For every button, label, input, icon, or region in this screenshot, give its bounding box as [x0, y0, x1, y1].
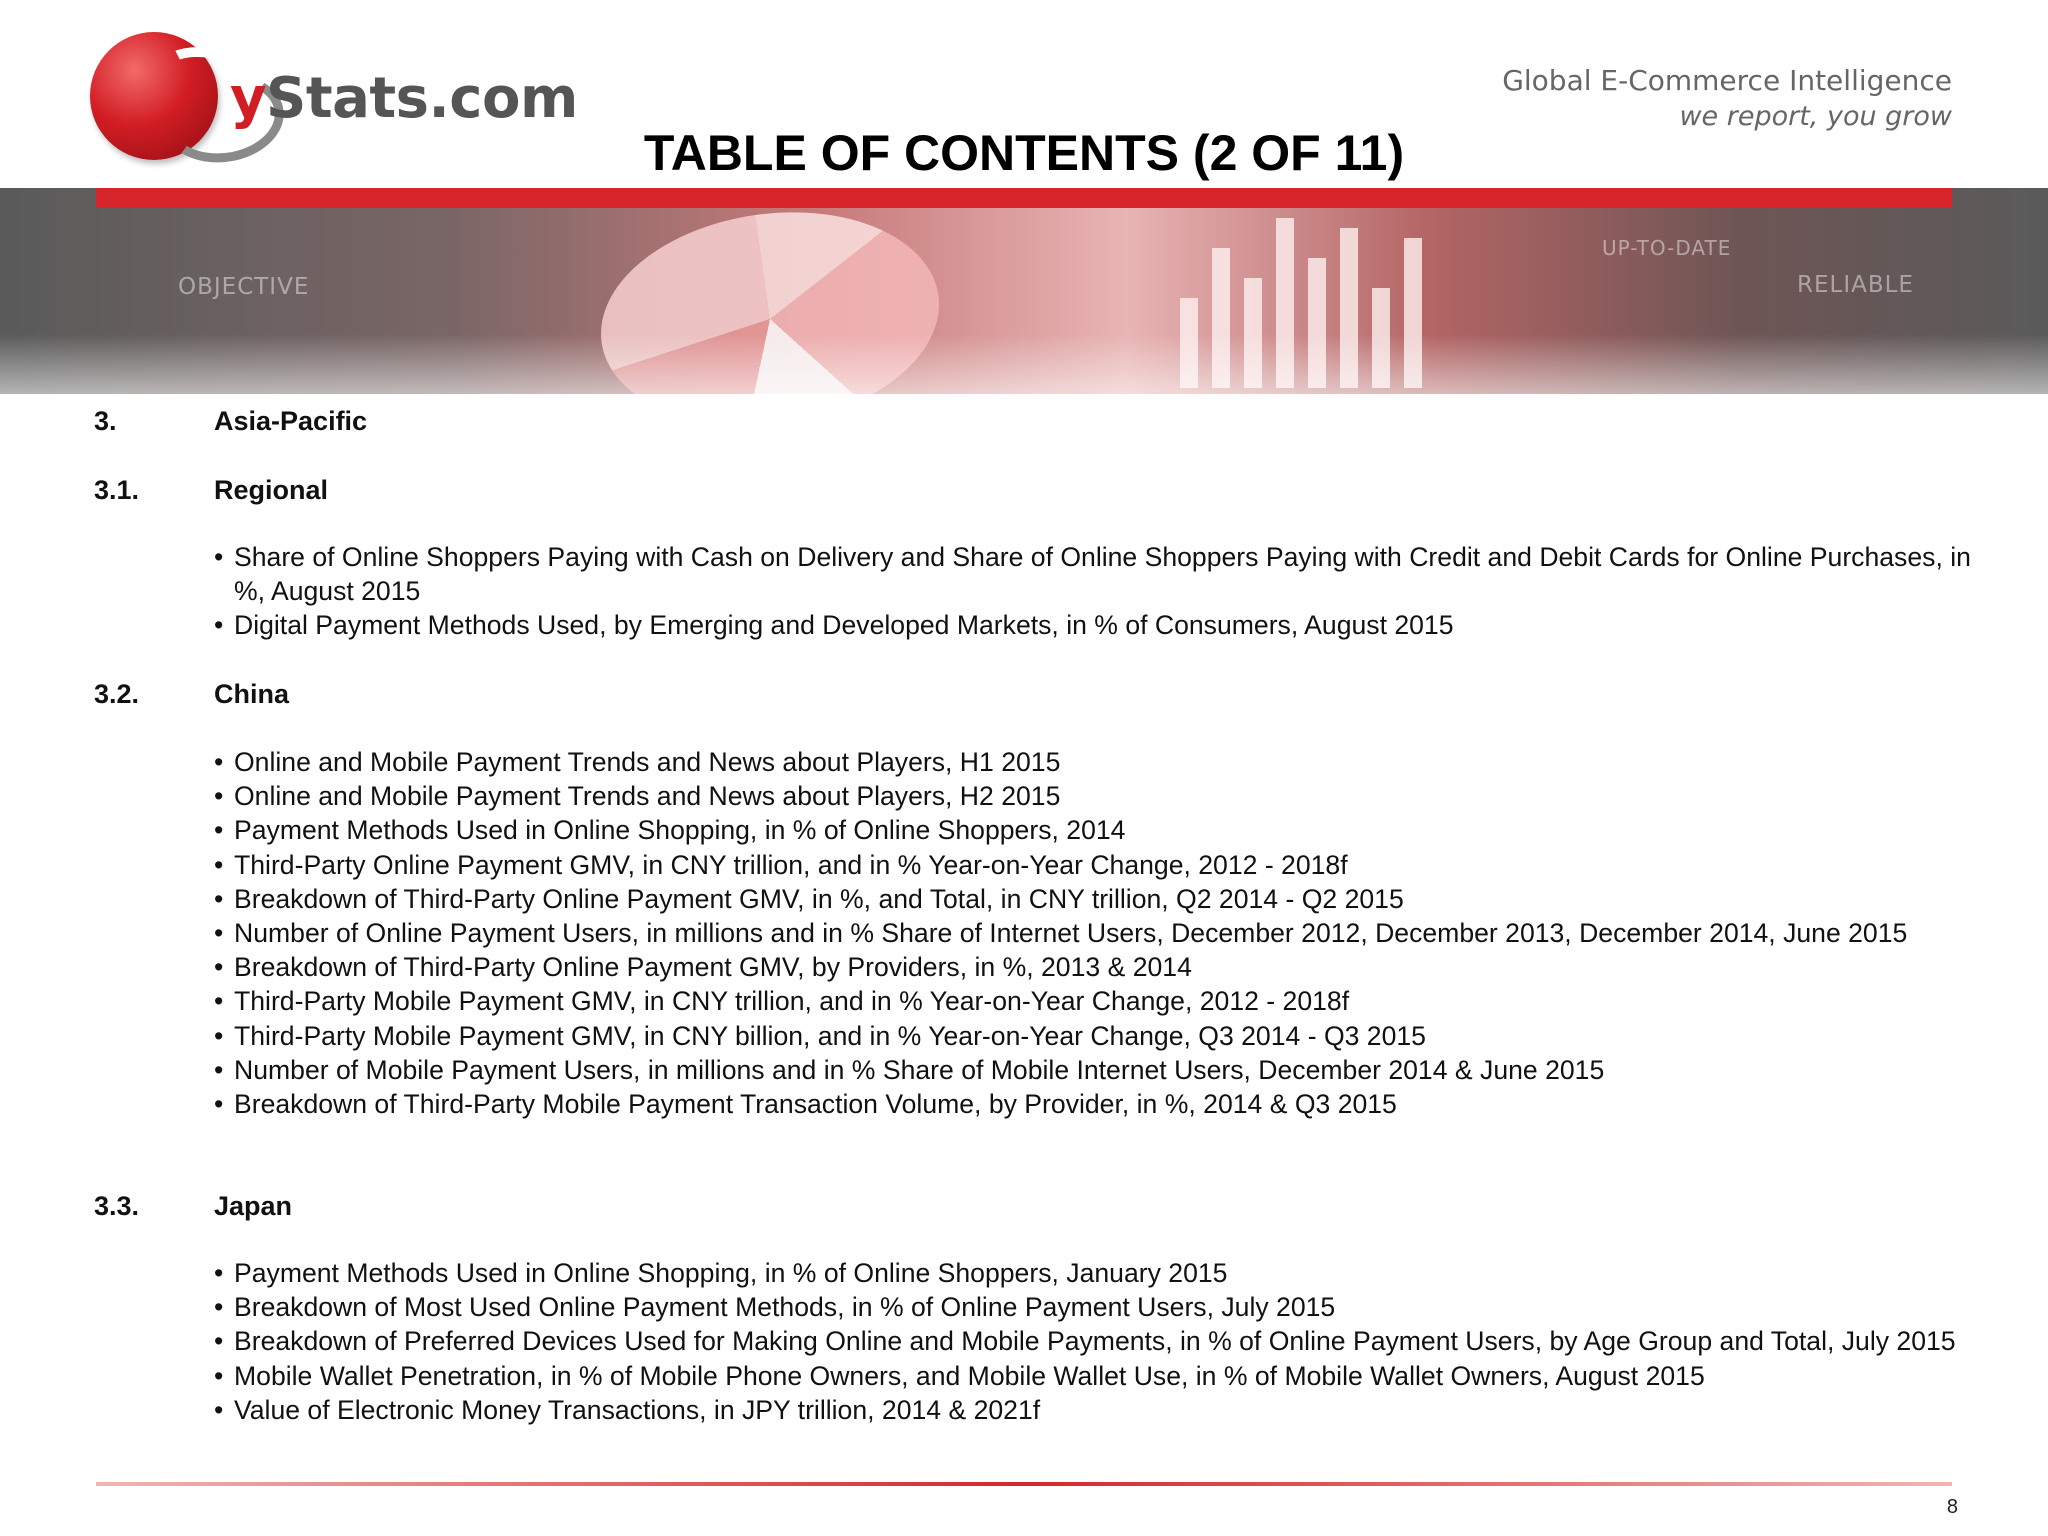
list-item: • Payment Methods Used in Online Shopping, in % of Online Shoppers, January 2015	[214, 1256, 1974, 1290]
list-item: • Mobile Wallet Penetration, in % of Mobile Phone Owners, and Mobile Wallet Use, in % of Mobile Wallet Owners, August 2015	[214, 1359, 1974, 1393]
list-item: • Online and Mobile Payment Trends and News about Players, H1 2015	[214, 745, 1974, 779]
banner-word-objective: OBJECTIVE	[178, 274, 310, 300]
section-title: Japan	[214, 1191, 293, 1221]
section-title: China	[214, 679, 290, 709]
tagline-line-1: Global E-Commerce Intelligence	[1502, 64, 1952, 97]
list-item: • Breakdown of Preferred Devices Used for Making Online and Mobile Payments, in % of Online Payment Users, by Age Group and Total, July 2015	[214, 1324, 1974, 1358]
list-item: • Third-Party Mobile Payment GMV, in CNY billion, and in % Year-on-Year Change, Q3 2014 - Q3 2015	[214, 1019, 1974, 1053]
list-item: • Number of Online Payment Users, in millions and in % Share of Internet Users, December 2012, December 2013, December 2014, June 2015	[214, 916, 1974, 950]
list-item: • Breakdown of Third-Party Online Payment GMV, by Providers, in %, 2013 & 2014	[214, 950, 1974, 984]
logo-text	[230, 66, 578, 131]
banner-fade	[0, 334, 2048, 394]
logo-text-rest: Stats.com	[266, 66, 578, 131]
section-number: 3.	[94, 406, 117, 436]
section-title: Asia-Pacific	[214, 406, 368, 436]
list-item: • Third-Party Online Payment GMV, in CNY trillion, and in % Year-on-Year Change, 2012 - 2018f	[214, 848, 1974, 882]
list-item: • Share of Online Shoppers Paying with Cash on Delivery and Share of Online Shoppers Paying with Credit and Debit Cards for Online Purchases, in %, August 2015	[214, 540, 1974, 608]
footer-divider	[96, 1482, 1952, 1486]
list-item: • Payment Methods Used in Online Shopping, in % of Online Shoppers, 2014	[214, 813, 1974, 847]
section-number: 3.3.	[94, 1191, 140, 1221]
page-number: 8	[1946, 1496, 1958, 1518]
list-item: • Online and Mobile Payment Trends and News about Players, H2 2015	[214, 779, 1974, 813]
tagline-line-2: we report, you grow	[1679, 101, 1952, 132]
list-item: • Value of Electronic Money Transactions, in JPY trillion, 2014 & 2021f	[214, 1393, 1974, 1427]
list-item: • Third-Party Mobile Payment GMV, in CNY trillion, and in % Year-on-Year Change, 2012 - 2018f	[214, 984, 1974, 1018]
banner-word-reliable: RELIABLE	[1797, 272, 1914, 298]
toc-list-regional	[214, 540, 1974, 643]
list-item: • Breakdown of Most Used Online Payment Methods, in % of Online Payment Users, July 2015	[214, 1290, 1974, 1324]
page-title: TABLE OF CONTENTS (2 OF 11)	[643, 125, 1405, 181]
toc-list-china	[214, 745, 1974, 1121]
list-item: • Number of Mobile Payment Users, in millions and in % Share of Mobile Internet Users, December 2014 & June 2015	[214, 1053, 1974, 1087]
header-banner-image	[0, 188, 2048, 394]
section-title: Regional	[214, 475, 329, 505]
list-item: • Breakdown of Third-Party Online Payment GMV, in %, and Total, in CNY trillion, Q2 2014 - Q2 2015	[214, 882, 1974, 916]
list-item: • Breakdown of Third-Party Mobile Payment Transaction Volume, by Provider, in %, 2014 & Q3 2015	[214, 1087, 1974, 1121]
section-number: 3.1.	[94, 475, 140, 505]
list-item: • Digital Payment Methods Used, by Emerging and Developed Markets, in % of Consumers, August 2015	[214, 608, 1974, 642]
toc-list-japan	[214, 1256, 1974, 1427]
header-red-bar	[96, 188, 1952, 208]
tagline	[1502, 64, 1952, 132]
logo-text-y: y	[230, 66, 267, 131]
section-number: 3.2.	[94, 679, 140, 709]
banner-word-up-to-date: UP-TO-DATE	[1602, 236, 1732, 260]
